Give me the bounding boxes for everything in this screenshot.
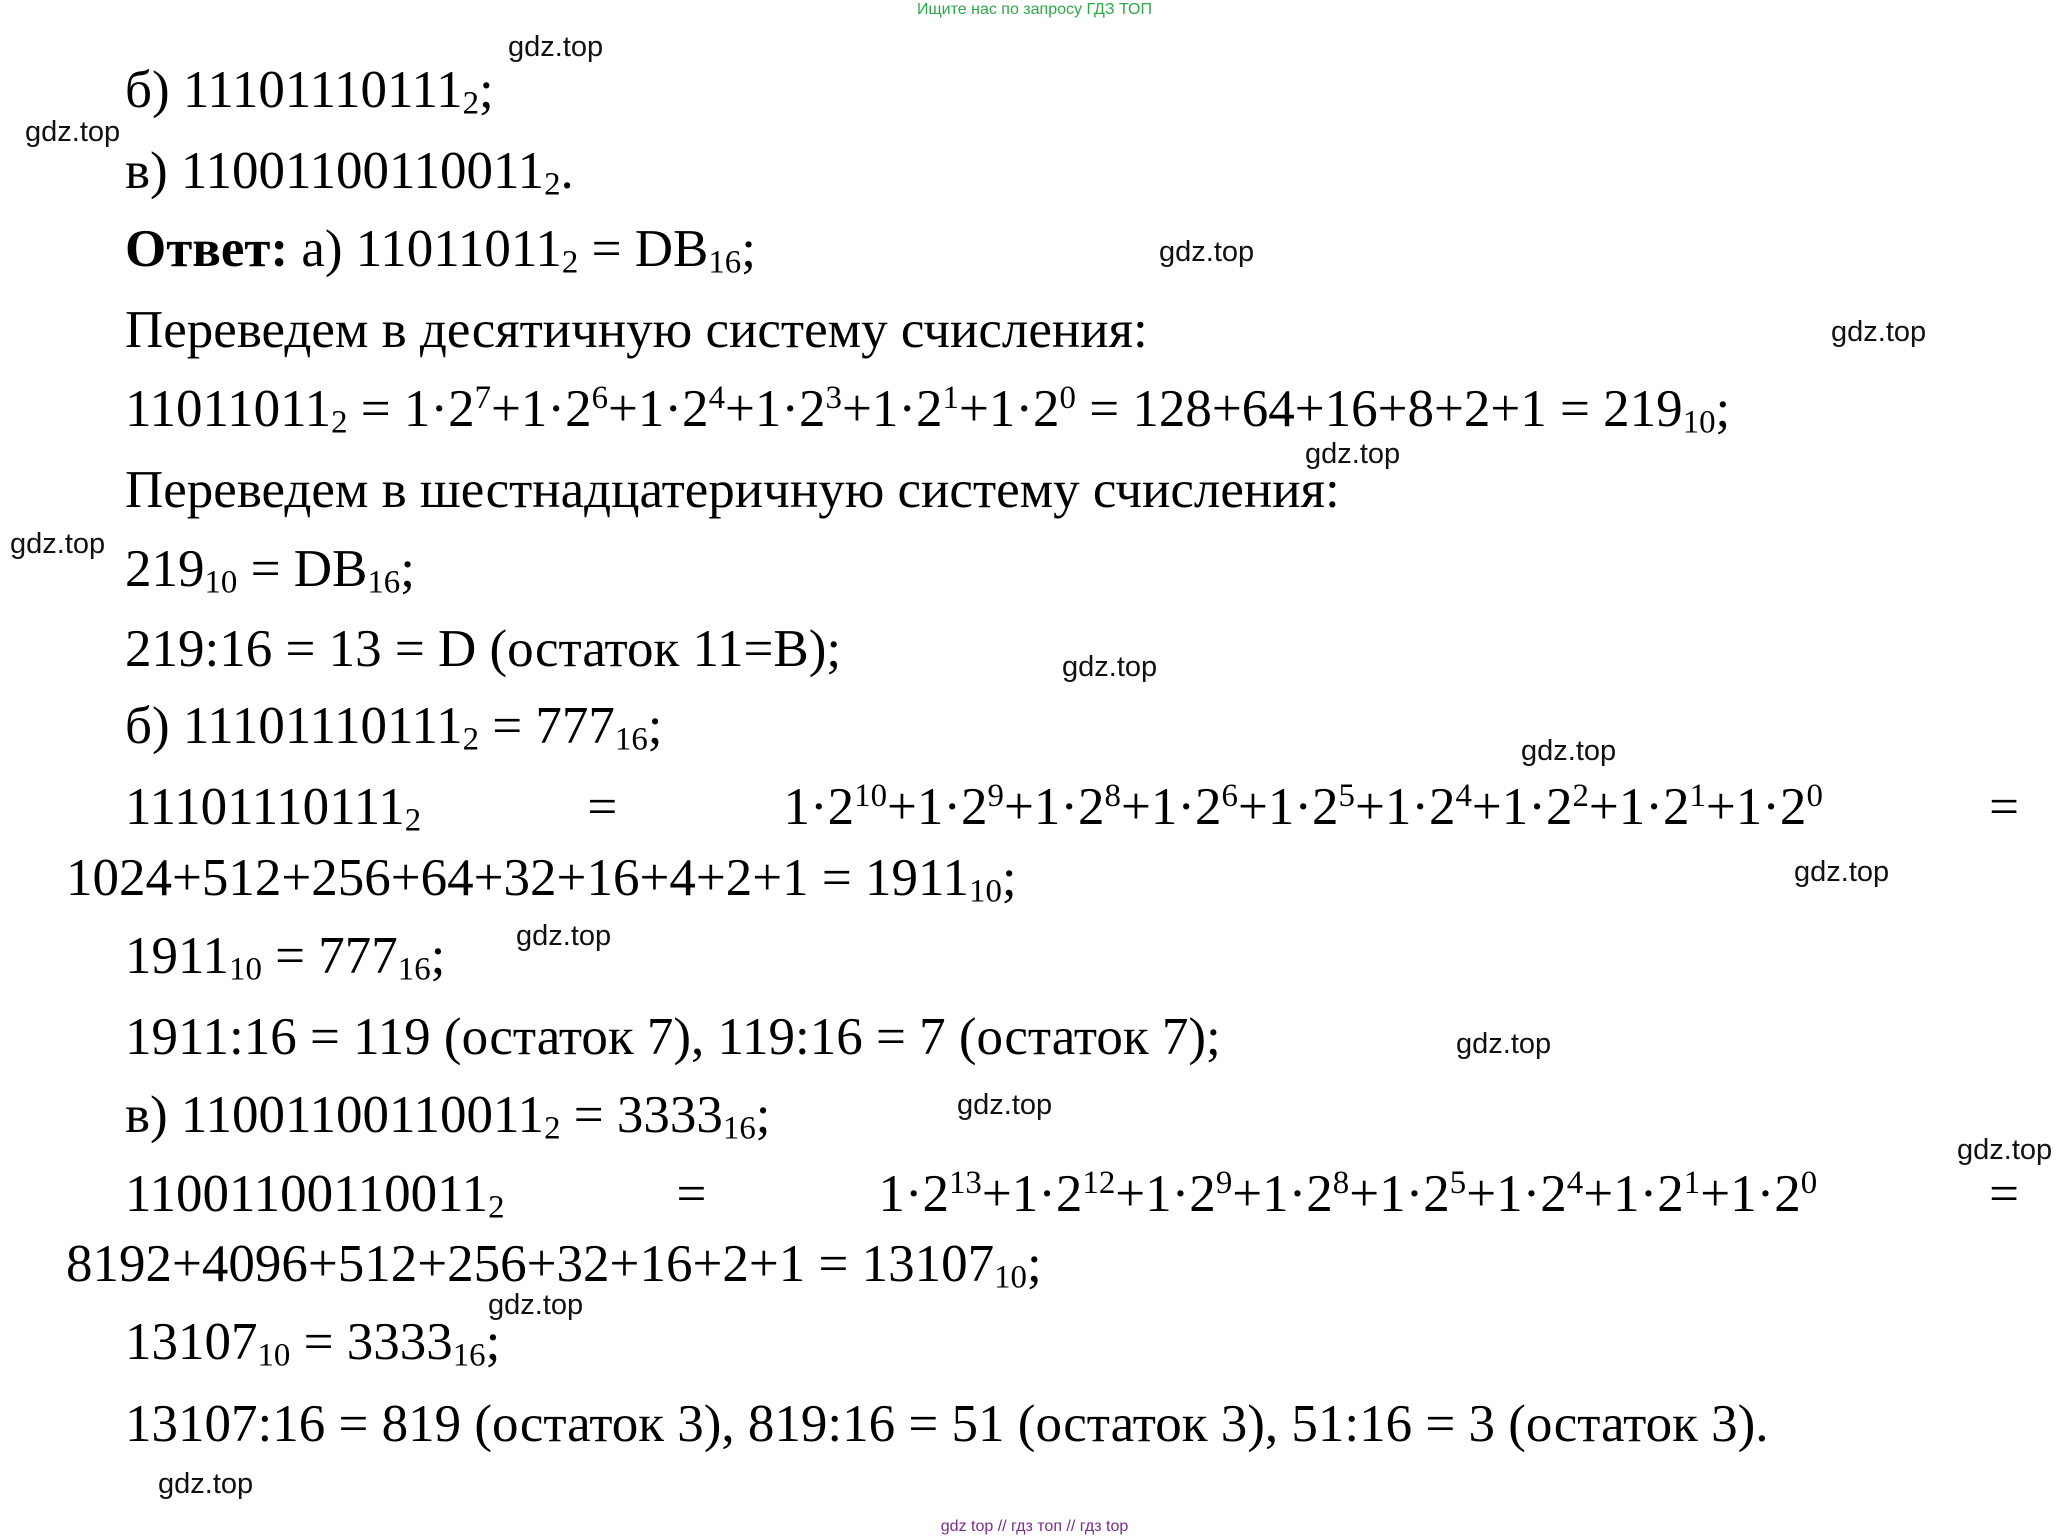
watermark: gdz.top [1159,236,1255,268]
line-answer: Ответ: а) $11011011_2 = DB_{16}$; [125,220,756,281]
line-to-hex: Переведем в шестнадцатеричную систему счисления: [125,461,1340,519]
answer-a-text: а) 11011011 [301,220,562,278]
line-v-answer: в) $11001100110011_2 = 3333_{16}$; [125,1086,771,1147]
line-v-sum: $8192+4096+512+256+32+16+2+1 = 13107_{10}$; [66,1235,1042,1296]
watermark: gdz.top [25,116,121,148]
watermark: gdz.top [1062,651,1158,683]
watermark: gdz.top [158,1468,254,1500]
v-number-text: в) 1100110011001 [125,142,518,200]
answer-label: Ответ: [125,220,289,278]
watermark: gdz.top [957,1089,1053,1121]
footer: gdz top // гдз топ // гдз top [940,1518,1129,1535]
line-v-expansion: $11001100110011_2 = 1\cdot 2^{13}+1\cdot 2^{12}+1\cdot 2^9+1\cdot 2^8+1\cdot 2^5+1\cdot 2^4+1\cdot 2^1+1\cdot 2^0$ = [125,1165,2019,1226]
watermark: gdz.top [1957,1134,2053,1166]
line-v-number: в) $11001100110011_2$. [125,142,574,203]
line-1911-hex: $1911_{10} = 777_{16}$; [125,927,446,988]
line-calc-1911: 1911:16 = 119 (остаток 7), 119:16 = 7 (остаток 7); [125,1008,1221,1066]
watermark: gdz.top [508,31,604,63]
line-b-sum: $1024+512+256+64+32+16+4+2+1 = 1911_{10}$; [66,849,1017,910]
watermark: gdz.top [1305,438,1401,470]
answer-db: = DB [591,220,709,278]
top-banner: Ищите нас по запросу ГДЗ ТОП [917,1,1152,18]
line-to-decimal: Переведем в десятичную систему счисления: [125,301,1148,359]
line-calc-13107: 13107:16 = 819 (остаток 3), 819:16 = 51 (остаток 3), 51:16 = 3 (остаток 3). [125,1395,1769,1453]
b-number-text: б) 11101110111 [125,61,463,119]
watermark: gdz.top [10,528,106,560]
line-13107-hex: $13107_{10} = 3333_{16}$; [125,1313,501,1374]
watermark: gdz.top [516,920,612,952]
line-219-hex: $219_{10} = DB_{16}$; [125,540,415,601]
line-b-answer: б) $11101110111_2 = 777_{16}$; [125,697,663,758]
line-b-number: б) $11101110111_2$; [125,61,494,122]
watermark: gdz.top [1521,735,1617,767]
line-b-expansion: $11101110111_2 = 1\cdot 2^{10}+1\cdot 2^9+1\cdot 2^8+1\cdot 2^6+1\cdot 2^5+1\cdot 2^4+1\cdot 2^2+1\cdot 2^1+1\cdot 2^0$ = [125,778,2019,839]
watermark: gdz.top [1794,856,1890,888]
watermark: gdz.top [1456,1028,1552,1060]
watermark: gdz.top [488,1289,584,1321]
watermark: gdz.top [1831,316,1927,348]
line-decimal-expansion-1: $11011011_2 = 1\cdot 2^7+1\cdot 2^6+1\cdot 2^4+1\cdot 2^3+1\cdot 2^1+1\cdot 2^0 = 128+64+16+8+2+1 = 219_{10}$; [125,380,1731,441]
line-calc-219: 219:16 = 13 = D (остаток 11=B); [125,620,842,678]
